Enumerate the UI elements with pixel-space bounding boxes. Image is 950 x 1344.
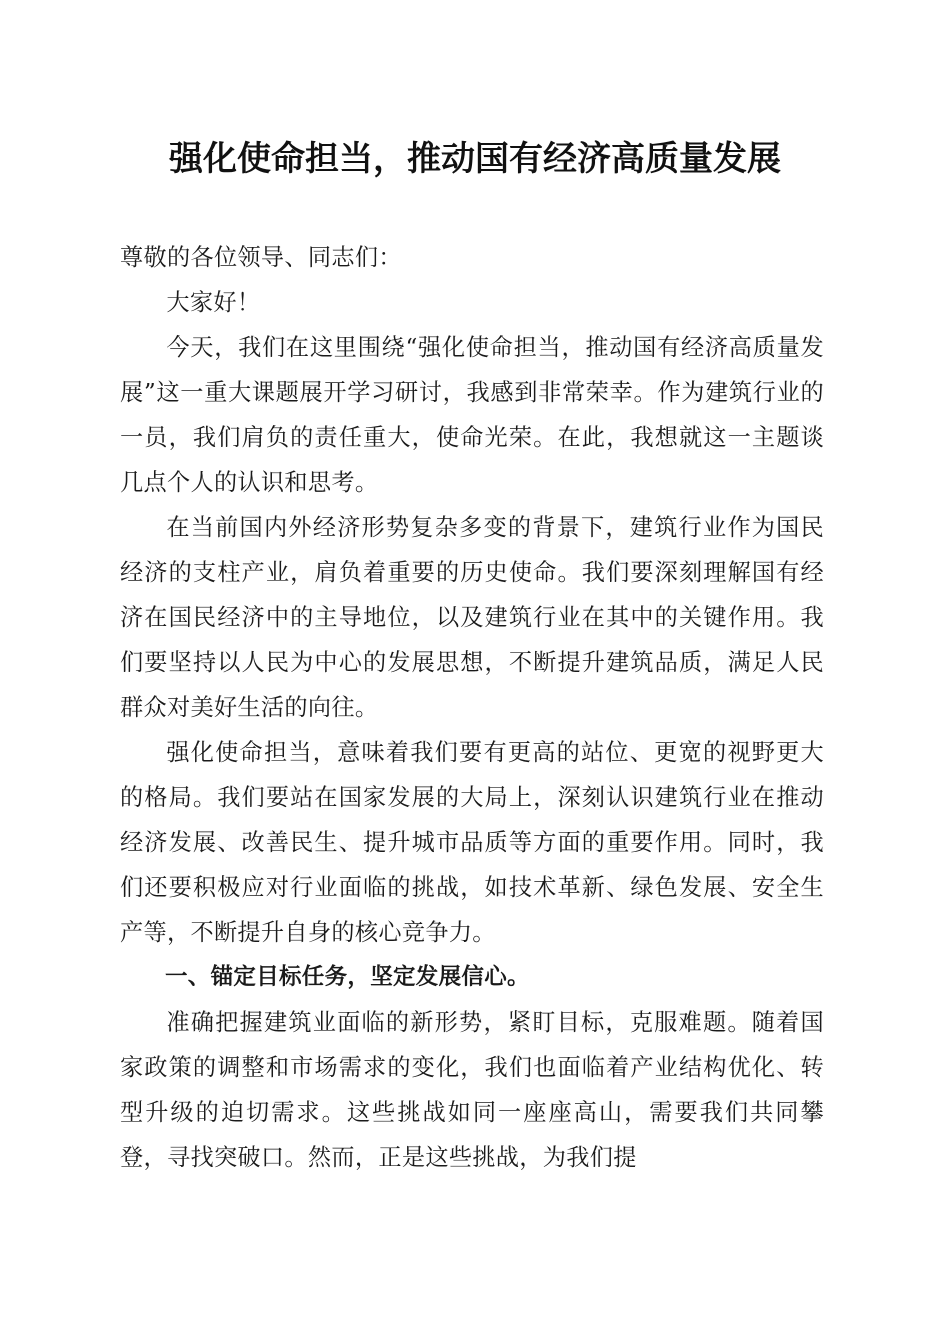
paragraph-background: 在当前国内外经济形势复杂多变的背景下，建筑行业作为国民经济的支柱产业，肩负着重要的历史使命。我们要深刻理解国有经济在国民经济中的主导地位，以及建筑行业在其中的关键作用。我们要坚持以人民为中心的发展思想，不断提升建筑品质，满足人民群众对美好生活的向往。 — [120, 514, 824, 721]
salutation: 尊敬的各位领导、同志们： — [120, 244, 402, 271]
document-title: 强化使命担当，推动国有经济高质量发展 — [169, 139, 781, 179]
greeting: 大家好！ — [166, 289, 261, 316]
section-heading: 一、锚定目标任务，坚定发展信心。 — [165, 964, 530, 990]
paragraph-section-one: 准确把握建筑业面临的新形势，紧盯目标，克服难题。随着国家政策的调整和市场需求的变化，我们也面临着产业结构优化、转型升级的迫切需求。这些挑战如同一座座高山，需要我们共同攀登，寻找突破口。然而，正是这些挑战，为我们提 — [120, 1009, 824, 1171]
paragraph-mission: 强化使命担当，意味着我们要有更高的站位、更宽的视野更大的格局。我们要站在国家发展的大局上，深刻认识建筑行业在推动经济发展、改善民生、提升城市品质等方面的重要作用。同时，我们还要积极应对行业面临的挑战，如技术革新、绿色发展、安全生产等，不断提升自身的核心竞争力。 — [120, 739, 824, 946]
document-body — [120, 235, 824, 1180]
paragraph-intro: 今天，我们在这里围绕“强化使命担当，推动国有经济高质量发展”这一重大课题展开学习研讨，我感到非常荣幸。作为建筑行业的一员，我们肩负的责任重大，使命光荣。在此，我想就这一主题谈几点个人的认识和思考。 — [120, 334, 824, 496]
